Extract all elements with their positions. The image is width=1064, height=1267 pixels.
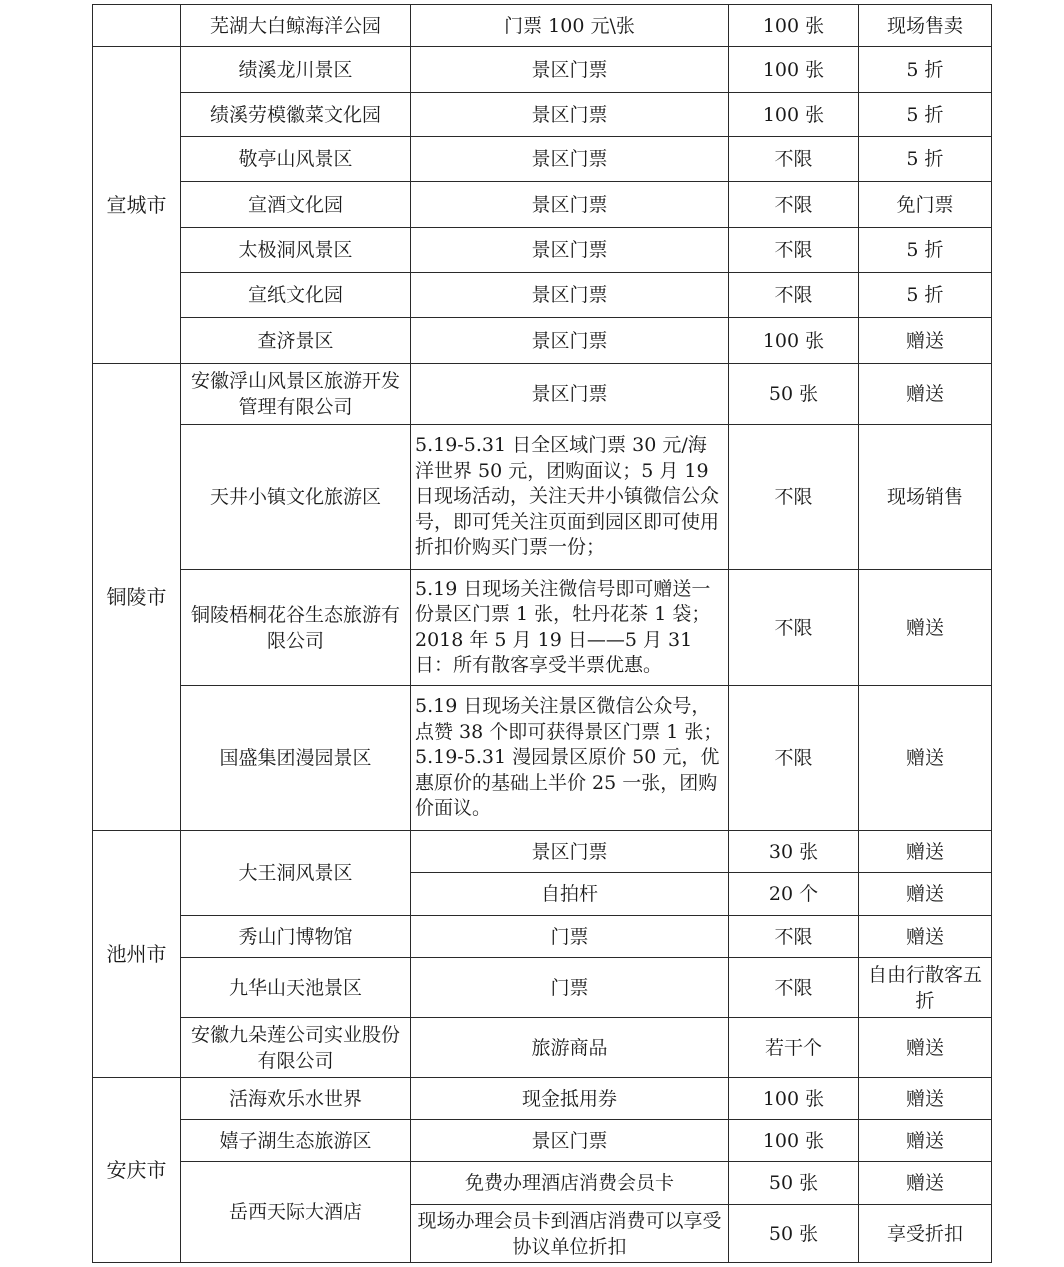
item-cell: 景区门票 <box>411 93 729 137</box>
note-cell: 赠送 <box>859 318 992 364</box>
quantity-cell: 不限 <box>729 137 859 182</box>
venue-cell: 大王洞风景区 <box>181 831 411 916</box>
venue-cell: 宣酒文化园 <box>181 182 411 228</box>
note-cell: 5 折 <box>859 228 992 273</box>
note-cell: 5 折 <box>859 47 992 93</box>
table-row <box>93 273 992 318</box>
note-cell: 5 折 <box>859 137 992 182</box>
table-row <box>93 364 992 425</box>
note-cell: 5 折 <box>859 273 992 318</box>
city-cell: 安庆市 <box>93 1078 181 1263</box>
city-cell <box>93 5 181 47</box>
table-row <box>93 1120 992 1162</box>
venue-cell: 秀山门博物馆 <box>181 916 411 958</box>
venue-cell: 绩溪龙川景区 <box>181 47 411 93</box>
table-row <box>93 916 992 958</box>
venue-cell: 查济景区 <box>181 318 411 364</box>
table-row <box>93 228 992 273</box>
table-row <box>93 425 992 570</box>
quantity-cell: 若干个 <box>729 1018 859 1078</box>
quantity-cell: 100 张 <box>729 47 859 93</box>
table-row <box>93 318 992 364</box>
quantity-cell: 20 个 <box>729 873 859 916</box>
item-cell: 旅游商品 <box>411 1018 729 1078</box>
quantity-cell: 不限 <box>729 273 859 318</box>
note-cell: 赠送 <box>859 686 992 831</box>
quantity-cell: 50 张 <box>729 1205 859 1263</box>
venue-cell: 敬亭山风景区 <box>181 137 411 182</box>
venue-cell: 安徽浮山风景区旅游开发管理有限公司 <box>181 364 411 425</box>
note-cell: 赠送 <box>859 1018 992 1078</box>
quantity-cell: 100 张 <box>729 1078 859 1120</box>
item-cell: 景区门票 <box>411 182 729 228</box>
item-cell: 景区门票 <box>411 318 729 364</box>
table-row <box>93 1018 992 1078</box>
note-cell: 现场销售 <box>859 425 992 570</box>
venue-cell: 绩溪劳模徽菜文化园 <box>181 93 411 137</box>
item-cell: 景区门票 <box>411 228 729 273</box>
quantity-cell: 不限 <box>729 182 859 228</box>
item-cell: 景区门票 <box>411 364 729 425</box>
venue-cell: 国盛集团漫园景区 <box>181 686 411 831</box>
venue-cell: 铜陵梧桐花谷生态旅游有限公司 <box>181 570 411 686</box>
venue-cell: 九华山天池景区 <box>181 958 411 1018</box>
item-cell: 自拍杆 <box>411 873 729 916</box>
venue-cell: 活海欢乐水世界 <box>181 1078 411 1120</box>
table-row <box>93 831 992 873</box>
quantity-cell: 50 张 <box>729 364 859 425</box>
item-cell: 景区门票 <box>411 273 729 318</box>
quantity-cell: 30 张 <box>729 831 859 873</box>
table-row <box>93 93 992 137</box>
venue-cell: 太极洞风景区 <box>181 228 411 273</box>
venue-cell: 天井小镇文化旅游区 <box>181 425 411 570</box>
table-row <box>93 5 992 47</box>
note-cell: 自由行散客五折 <box>859 958 992 1018</box>
venue-cell: 安徽九朵莲公司实业股份有限公司 <box>181 1018 411 1078</box>
venue-cell: 岳西天际大酒店 <box>181 1162 411 1263</box>
city-cell: 宣城市 <box>93 47 181 364</box>
quantity-cell: 不限 <box>729 958 859 1018</box>
quantity-cell: 100 张 <box>729 93 859 137</box>
table-row <box>93 1162 992 1205</box>
table-row <box>93 958 992 1018</box>
item-cell: 门票 <box>411 958 729 1018</box>
item-cell: 门票 100 元\张 <box>411 5 729 47</box>
item-cell: 景区门票 <box>411 1120 729 1162</box>
table-row <box>93 570 992 686</box>
venue-cell: 宣纸文化园 <box>181 273 411 318</box>
quantity-cell: 100 张 <box>729 5 859 47</box>
item-cell: 现场办理会员卡到酒店消费可以享受协议单位折扣 <box>411 1205 729 1263</box>
quantity-cell: 不限 <box>729 228 859 273</box>
note-cell: 赠送 <box>859 873 992 916</box>
item-cell: 景区门票 <box>411 831 729 873</box>
table-row <box>93 47 992 93</box>
note-cell: 5 折 <box>859 93 992 137</box>
item-cell: 5.19-5.31 日全区域门票 30 元/海洋世界 50 元，团购面议；5 月 19 日现场活动，关注天井小镇微信公众号，即可凭关注页面到园区即可使用折扣价购买门票一份； <box>411 425 729 570</box>
quantity-cell: 不限 <box>729 570 859 686</box>
note-cell: 享受折扣 <box>859 1205 992 1263</box>
quantity-cell: 不限 <box>729 686 859 831</box>
quantity-cell: 100 张 <box>729 318 859 364</box>
city-cell: 池州市 <box>93 831 181 1078</box>
quantity-cell: 不限 <box>729 916 859 958</box>
table-row <box>93 1078 992 1120</box>
item-cell: 景区门票 <box>411 47 729 93</box>
note-cell: 赠送 <box>859 831 992 873</box>
promotion-table <box>92 4 992 1263</box>
item-cell: 景区门票 <box>411 137 729 182</box>
item-cell: 5.19 日现场关注景区微信公众号，点赞 38 个即可获得景区门票 1 张；5.19-5.31 漫园景区原价 50 元，优惠原价的基础上半价 25 一张，团购价面议。 <box>411 686 729 831</box>
note-cell: 现场售卖 <box>859 5 992 47</box>
quantity-cell: 50 张 <box>729 1162 859 1205</box>
city-cell: 铜陵市 <box>93 364 181 831</box>
venue-cell: 嬉子湖生态旅游区 <box>181 1120 411 1162</box>
table-row <box>93 182 992 228</box>
item-cell: 免费办理酒店消费会员卡 <box>411 1162 729 1205</box>
quantity-cell: 100 张 <box>729 1120 859 1162</box>
item-cell: 门票 <box>411 916 729 958</box>
venue-cell: 芜湖大白鲸海洋公园 <box>181 5 411 47</box>
item-cell: 现金抵用券 <box>411 1078 729 1120</box>
quantity-cell: 不限 <box>729 425 859 570</box>
note-cell: 赠送 <box>859 1078 992 1120</box>
note-cell: 赠送 <box>859 364 992 425</box>
note-cell: 赠送 <box>859 1120 992 1162</box>
note-cell: 赠送 <box>859 570 992 686</box>
note-cell: 赠送 <box>859 916 992 958</box>
note-cell: 免门票 <box>859 182 992 228</box>
item-cell: 5.19 日现场关注微信号即可赠送一份景区门票 1 张，牡丹花茶 1 袋；2018 年 5 月 19 日——5 月 31 日：所有散客享受半票优惠。 <box>411 570 729 686</box>
table-row <box>93 686 992 831</box>
table-row <box>93 137 992 182</box>
note-cell: 赠送 <box>859 1162 992 1205</box>
